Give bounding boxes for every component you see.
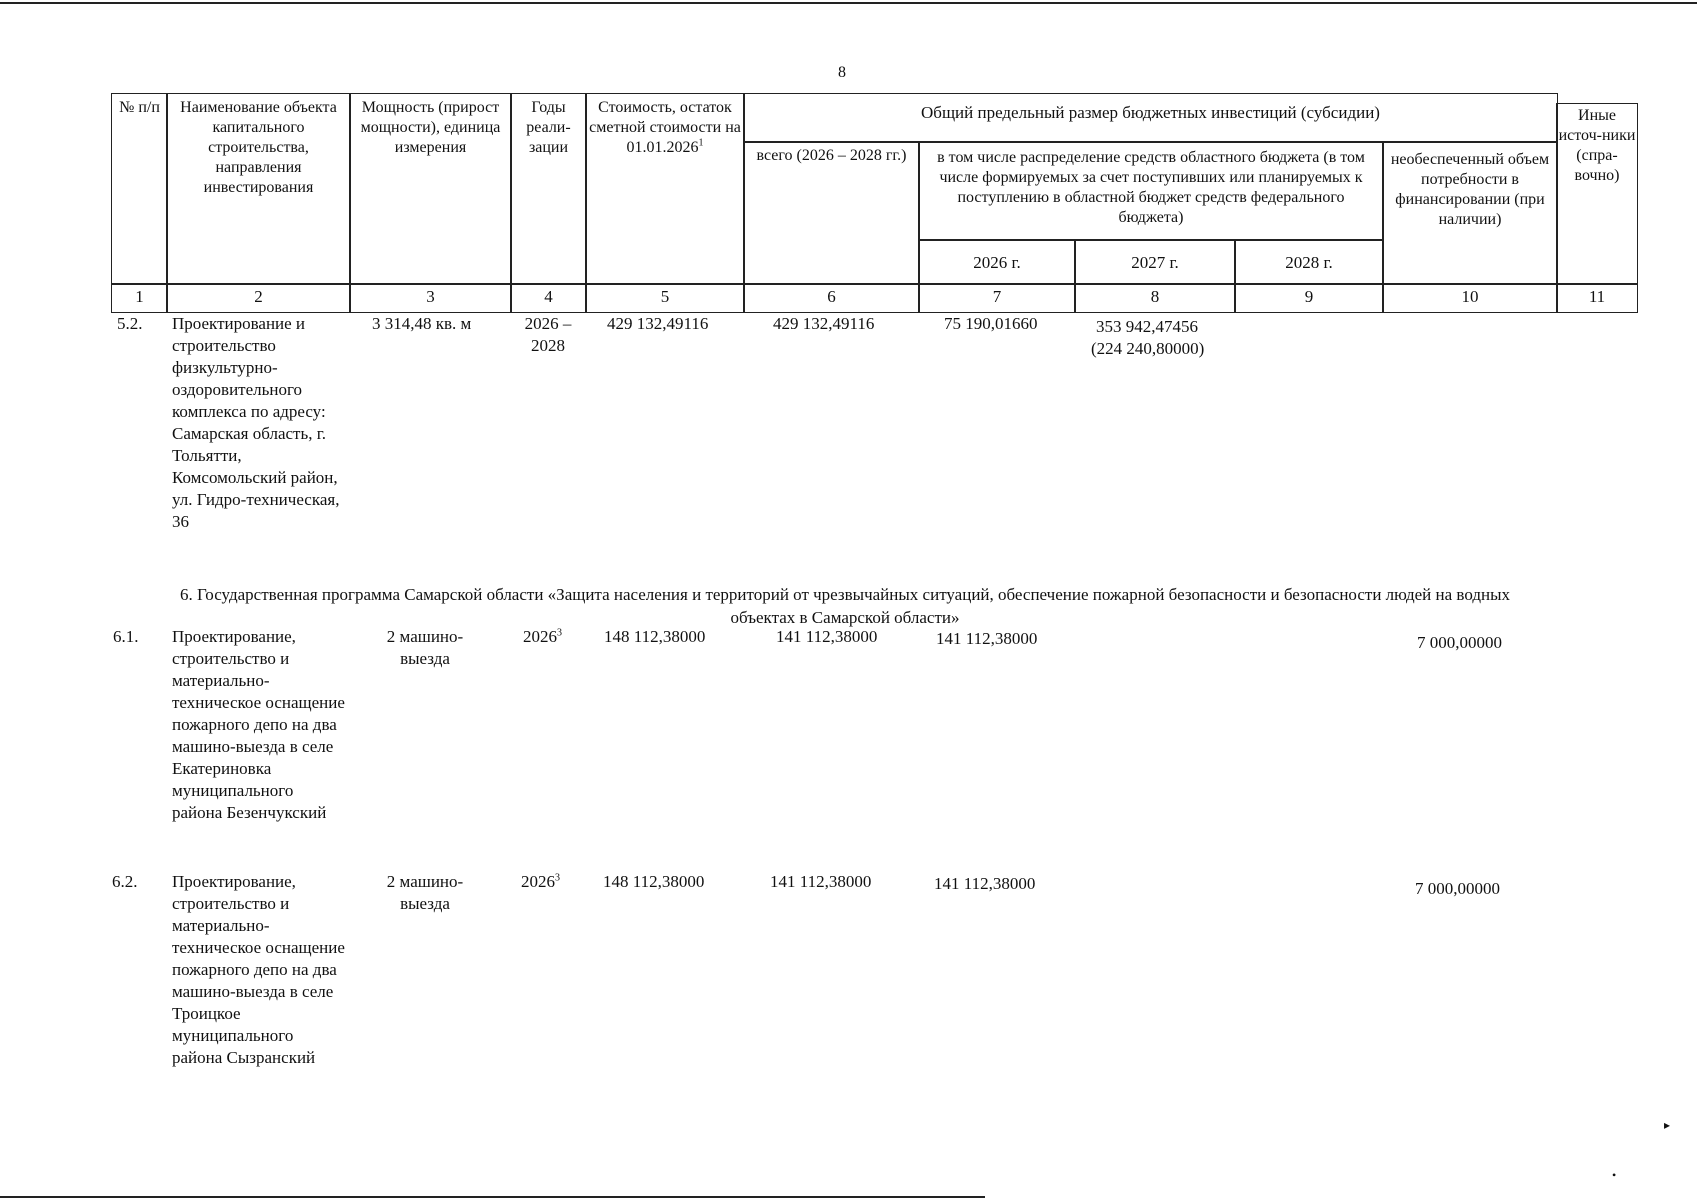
years (523, 626, 562, 648)
cost-estimate: 429 132,49116 (607, 314, 709, 333)
total-2026-2028: 429 132,49116 (773, 314, 875, 333)
capacity: 2 машино-выезда (386, 627, 464, 668)
header-col-5 (585, 93, 745, 285)
capacity: 2 машино-выезда (386, 872, 464, 913)
header-col-1: № п/п (111, 93, 168, 285)
row-number: 6.2. (112, 872, 138, 891)
header-subgroup-regional: в том числе распределение средств областного бюджета (в том числе формируемых за счет поступивших или планируемых к поступлению в областной бюджет средств федерального бюджета) (918, 141, 1384, 241)
header-group-budget: Общий предельный размер бюджетных инвестиций (субсидии) (743, 93, 1558, 143)
cost-estimate: 148 112,38000 (604, 627, 706, 646)
object-name: Проектирование, строительство и материально-техническое оснащение пожарного депо на два машино-выезда в селе Троицкое муниципального района Сызранский (172, 872, 345, 1067)
object-name: Проектирование и строительство физкультурно-оздоровительного комплекса по адресу: Самарская область, г. Тольятти, Комсомольский район, ул. Гидро-техническая, 36 (172, 314, 340, 531)
col-number-4: 4 (510, 283, 587, 313)
row-number: 6.1. (113, 627, 139, 646)
col-number-9: 9 (1234, 283, 1384, 313)
years-value: 2026 (521, 872, 555, 891)
header-col-11: Иные источ-ники (спра-вочно) (1556, 103, 1638, 285)
years-footnote: 3 (555, 872, 560, 884)
col-number-7: 7 (918, 283, 1076, 313)
col-number-8: 8 (1074, 283, 1236, 313)
row-number: 5.2. (117, 314, 143, 333)
years (521, 871, 560, 893)
header-col-9: 2028 г. (1234, 239, 1384, 285)
amount-2026: 75 190,01660 (944, 314, 1038, 333)
table-header (0, 0, 1697, 330)
header-col-2: Наименование объекта капитального строительства, направления инвестирования (166, 93, 351, 285)
header-col-8: 2027 г. (1074, 239, 1236, 285)
header-col-10: необеспеченный объем потребности в финансировании (при наличии) (1382, 141, 1558, 285)
page-number: 8 (838, 64, 846, 81)
col-number-3: 3 (349, 283, 512, 313)
unfunded-need: 7 000,00000 (1417, 633, 1502, 652)
cost-estimate: 148 112,38000 (603, 872, 705, 891)
col-number-5: 5 (585, 283, 745, 313)
col-number-11: 11 (1556, 283, 1638, 313)
capacity: 3 314,48 кв. м (372, 314, 472, 333)
total-2026-2028: 141 112,38000 (770, 872, 872, 891)
total-2026-2028: 141 112,38000 (776, 627, 878, 646)
object-name: Проектирование, строительство и материально-техническое оснащение пожарного депо на два машино-выезда в селе Екатериновка муниципального района Безенчукский (172, 627, 345, 822)
scan-artifact-mark: ▸ (1664, 1118, 1671, 1132)
header-col-5-text: Стоимость, остаток сметной стоимости на 01.01.2026 (589, 99, 741, 156)
section-6-heading: 6. Государственная программа Самарской области «Защита населения и территорий от чрезвычайных ситуаций, обеспечение пожарной безопасности и безопасности людей на водных объектах в Самарской области» (179, 585, 1511, 627)
header-col-5-footnote: 1 (698, 137, 704, 149)
col-number-1: 1 (111, 283, 168, 313)
years: 2026 – 2028 (524, 314, 572, 355)
amount-2027: 353 942,47456 (1096, 317, 1198, 336)
amount-2027-federal: (224 240,80000) (1091, 339, 1205, 358)
unfunded-need: 7 000,00000 (1415, 879, 1500, 898)
header-col-4: Годы реали-зации (510, 93, 587, 285)
col-number-10: 10 (1382, 283, 1558, 313)
header-col-3: Мощность (прирост мощности), единица измерения (349, 93, 512, 285)
header-col-7: 2026 г. (918, 239, 1076, 285)
header-col-6: всего (2026 – 2028 гг.) (743, 141, 920, 285)
amount-2026: 141 112,38000 (936, 629, 1038, 648)
col-number-6: 6 (743, 283, 920, 313)
years-footnote: 3 (557, 627, 562, 639)
scan-artifact-mark: • (1612, 1168, 1617, 1182)
bottom-border-line (0, 1196, 985, 1198)
amount-2026: 141 112,38000 (934, 874, 1036, 893)
col-number-2: 2 (166, 283, 351, 313)
years-value: 2026 (523, 627, 557, 646)
